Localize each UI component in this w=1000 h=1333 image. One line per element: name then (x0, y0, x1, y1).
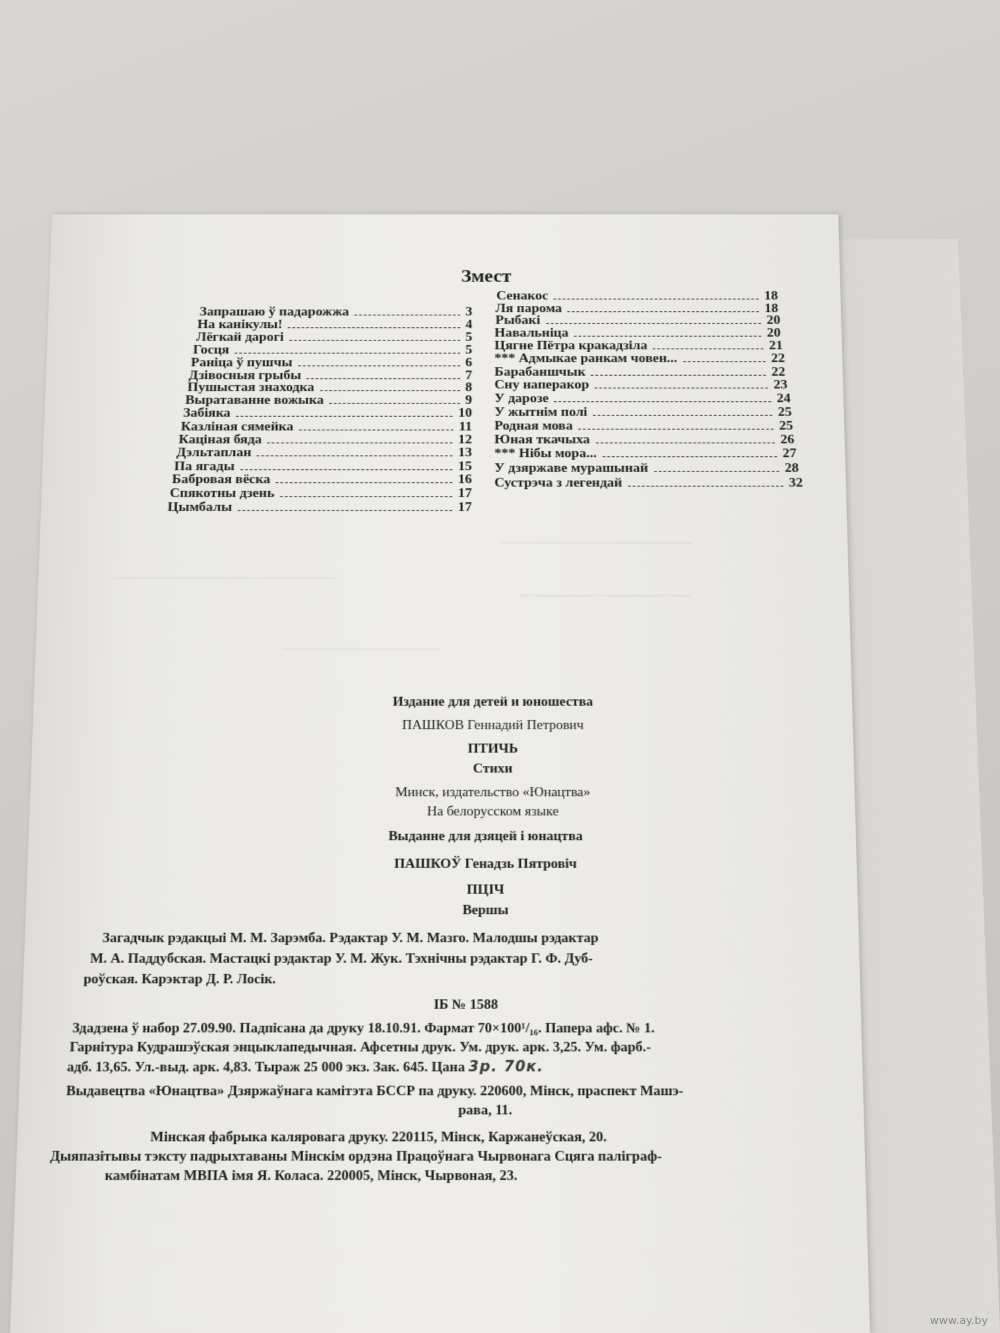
ru-book-title: ПТИЧЬ (467, 741, 518, 757)
toc-entry: Цымбалы 17 (167, 500, 472, 515)
show-through-text: ~~~~~~~~~~~~~~~~~~~~~~ (281, 643, 440, 658)
ru-publisher: Минск, издательство «Юнацтва» (395, 785, 591, 800)
handwritten-price: 3р. 70к. (468, 1058, 544, 1076)
ru-author: ПАШКОВ Геннадий Петрович (401, 718, 584, 733)
credits-line: М. А. Паддубская. Мастацкі рэдактар У. М. Жук. Тэхнічны рэдактар Г. Ф. Дуб- (89, 951, 593, 967)
credits-line: роўская. Карэктар Д. Р. Лосік. (83, 972, 277, 988)
tech-line: Гарнітура Кудрашэўская энцыклапедычная. Афсетны друк. Ум. друк. арк. 3,25. Ум. фарб.- (69, 1039, 651, 1056)
toc-entry: Дэльтаплан 13 (176, 445, 473, 460)
toc-entry: Родная мова 25 (494, 419, 794, 434)
book-page (0, 132, 1000, 1333)
toc-entry: У дзяржаве мурашынай 28 (494, 461, 799, 476)
publisher-line: рава, 11. (458, 1102, 513, 1119)
toc-entry: У жытнім полі 25 (494, 405, 792, 420)
show-through-text: ~~~~~~~~~~~~~~~~~~~~~~~~~~~~~~~ (113, 573, 336, 587)
toc-entry: Запрашаю ў падарожжа 3 (199, 305, 473, 319)
toc-entry: Сну наперакор 23 (494, 378, 788, 392)
toc-entry: Навальніца 20 (494, 326, 781, 340)
toc-entry: Юная ткачыха 26 (494, 433, 795, 447)
ru-language-note: На белорусском языке (426, 804, 559, 820)
toc-entry: Забіяка 10 (182, 406, 473, 421)
by-genre: Вершы (462, 903, 509, 918)
toc-entry: На канікулы! 4 (197, 318, 473, 332)
ib-number: ІБ № 1588 (433, 997, 499, 1013)
by-edition-note: Выданне для дзяцей і юнацтва (388, 829, 583, 844)
diapositives-line: Дыяпазітывы тэксту падрыхтаваны Мінскім ордэна Працоўнага Чырвонага Сцяга паліграф- (49, 1149, 662, 1165)
toc-entry: Кацiная бяда 12 (178, 433, 473, 447)
toc-entry: Рыбакі 20 (495, 313, 781, 328)
ru-edition-note: Издание для детей и юношества (392, 694, 594, 710)
toc-entry: Выратаванне вожыка 9 (185, 393, 473, 408)
diapositives-line: камбінатам МВПА імя Я. Коласа. 220005, Мінск, Чырвоная, 23. (104, 1168, 518, 1184)
toc-entry: Пушыстая знаходка 8 (187, 380, 473, 395)
toc-entry: Бабровая вёска 16 (171, 472, 472, 487)
toc-entry: Казліная сямейка 11 (180, 420, 473, 434)
ru-genre: Стихи (473, 761, 513, 777)
show-through-text: ~~~~~~~~~~~~~~~~~~~~~~~~ (518, 590, 691, 604)
tech-line: адб. 13,65. Ул.-выд. арк. 4,83. Тыраж 25 000 экз. Зак. 645. Цана 3р. 70к. (66, 1058, 544, 1076)
factory-line: Мінская фабрыка каляровага друку. 220115, Мінск, Каржанеўская, 20. (150, 1129, 607, 1146)
credits-line: Загадчык рэдакцыі М. М. Зарэмба. Рэдактар У. М. Мазго. Малодшы рэдактар (102, 930, 599, 946)
tech-line: Здадзена ў набор 27.09.90. Падпісана да друку 18.10.91. Фармат 70×100¹/₁₆. Папера афс. № 1. (71, 1021, 655, 1037)
toc-entry: *** Адмыкае ранкам човен... 22 (494, 351, 786, 366)
toc-entry: Дзівосныя грыбы 7 (188, 368, 473, 383)
toc-entry: Па ягады 15 (174, 459, 473, 474)
toc-entry: Цягне Пётра кракадзіла 21 (494, 339, 783, 353)
toc-entry: Госця 5 (192, 343, 473, 357)
toc-entry: Лёгкай дарогі 5 (195, 330, 473, 345)
toc-title: Змест (461, 265, 512, 287)
toc-entry: *** Нібы мора... 27 (494, 446, 797, 461)
toc-entry: Ля парома 18 (495, 301, 779, 316)
toc-entry: Сенакос 18 (496, 289, 779, 303)
toc-entry: Барабаншчык 22 (494, 365, 786, 380)
toc-entry: Раніца ў пушчы 6 (190, 356, 473, 370)
by-book-title: ПЦІЧ (466, 882, 505, 898)
show-through-text: ~~~~~~~~~~~~~~~~~~~~~~~~~~~ (500, 538, 693, 552)
toc-entry: Сустрэча з легендай 32 (494, 476, 804, 491)
by-author: ПАШКОЎ Генадзь Пятровіч (394, 856, 577, 872)
publisher-line: Выдавецтва «Юнацтва» Дзяржаўнага камітэта БССР па друку. 220600, Мінск, праспект Машэ- (65, 1083, 684, 1100)
toc-entry: Спякотны дзень 17 (169, 486, 472, 501)
toc-entry: У дарозе 24 (494, 391, 791, 406)
site-watermark: www.ay.by (929, 1314, 988, 1327)
